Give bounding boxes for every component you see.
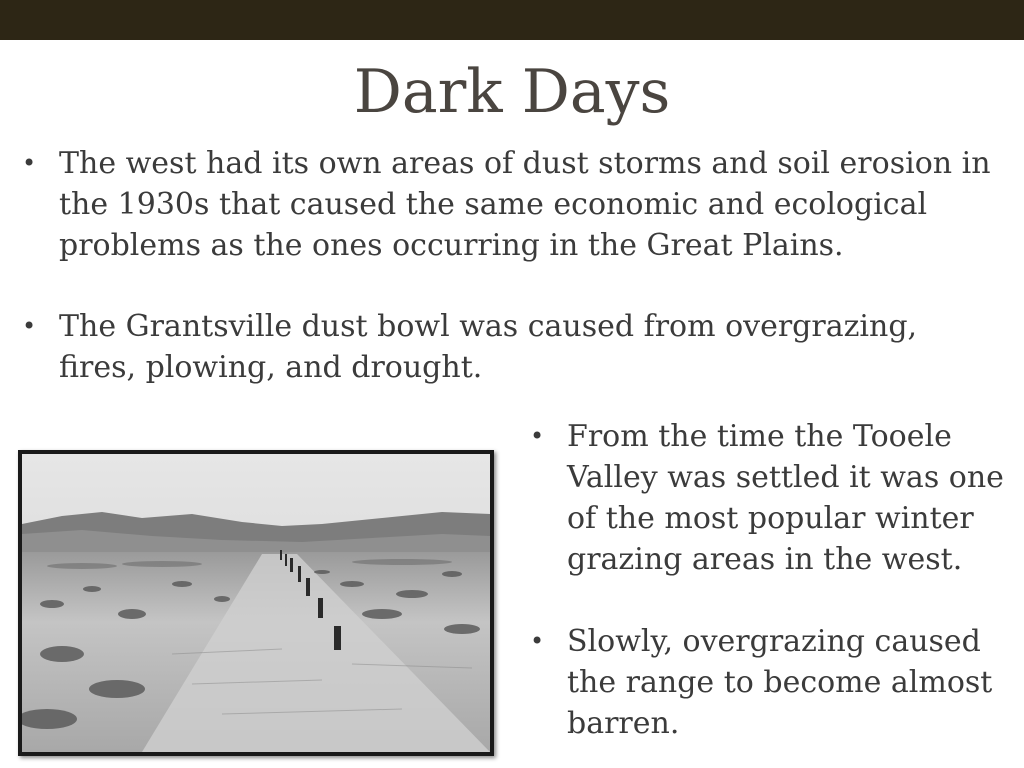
top-decorative-bar <box>0 0 1024 40</box>
slide-title: Dark Days <box>353 57 671 127</box>
bullet-item <box>530 416 1010 580</box>
top-bullet-list <box>22 143 1002 388</box>
bullet-text: Slowly, overgrazing caused the range to become almost barren. <box>567 624 993 741</box>
bullet-dot: • <box>530 627 545 655</box>
bullet-item <box>530 621 1010 744</box>
bullet-text: The Grantsville dust bowl was caused from overgrazing, fires, plowing, and drought. <box>59 309 918 385</box>
dust-bowl-photo <box>18 450 494 756</box>
landscape-photo-icon <box>22 454 490 752</box>
bullet-dot: • <box>530 422 545 450</box>
bullet-dot: • <box>22 312 37 340</box>
bullet-dot: • <box>22 149 37 177</box>
bullet-item <box>22 143 1002 266</box>
bullet-text: From the time the Tooele Valley was settled it was one of the most popular winter grazing areas in the west. <box>567 419 1004 577</box>
bullet-item <box>22 306 1002 388</box>
right-bullet-list <box>530 416 1010 744</box>
bullet-text: The west had its own areas of dust storms and soil erosion in the 1930s that caused the same economic and ecological problems as the ones occurring in the Great Plains. <box>59 146 991 263</box>
